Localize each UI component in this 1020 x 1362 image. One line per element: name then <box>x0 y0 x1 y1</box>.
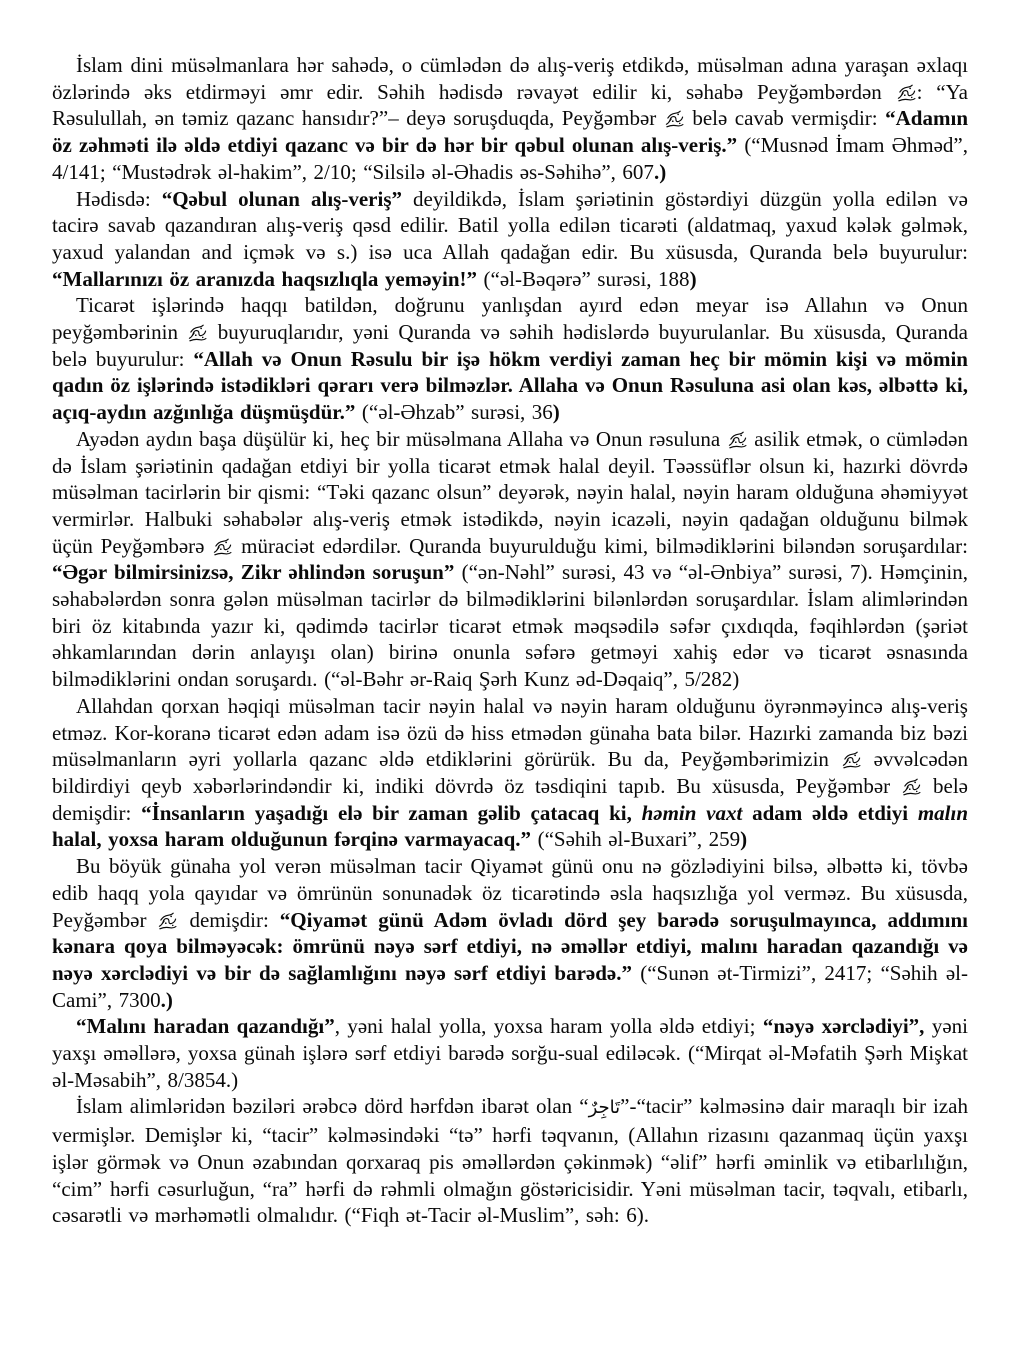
text-run: əvvəlcədən bildirdiyi qeyb xəbərlərindəndir ki, indiki dövrdə öz təsdiqini tapıb. Bu xüsusda, Peyğəmbər <box>52 747 969 798</box>
paragraph <box>52 52 968 186</box>
text-run: , yəni halal yolla, yoxsa haram yolla əldə etdiyi; <box>334 1014 763 1039</box>
text-run: İslam alimləridən bəziləri ərəbcə dörd hərfdən ibarət olan “ <box>76 1094 589 1119</box>
text-run: Ayədən aydın başa düşülür ki, heç bir müsəlmana Allaha və Onun rəsuluna <box>76 426 727 451</box>
text-run: Hədisdə: <box>76 186 162 211</box>
paragraph <box>52 693 968 853</box>
text-run: adam əldə etdiyi <box>742 800 918 825</box>
text-run: .) <box>160 987 173 1012</box>
paragraph <box>52 1013 968 1093</box>
paragraph <box>52 426 968 693</box>
paragraph <box>52 292 968 426</box>
text-run: : “Ya Rəsulullah, ən təmiz qazanc hansıdır?”– deyə soruşduqda, Peyğəmbər <box>52 79 968 131</box>
text-run: “Malını haradan qazandığı” <box>76 1014 335 1039</box>
text-run: ) <box>552 400 560 425</box>
text-run: malın <box>917 800 968 825</box>
text-run: “Mallarınızı öz aranızda haqsızlıqla yeməyin!” <box>52 266 478 291</box>
text-run: Bu böyük günaha yol verən müsəlman tacir Qiyamət günü onu nə gözlədiyini bilsə, əlbəttə ki, tövbə edib haqq yola qayıdar və ömrünün sonunadək öz ticarətində əsla haqsızlığa yol verməz. Bu xüsusda, Peyğəmbər <box>52 854 968 932</box>
text-run: ) <box>689 266 697 291</box>
text-run: “Qəbul olunan alış-veriş” <box>161 186 402 211</box>
text-run: “İnsanların yaşadığı elə bir zaman gəlib çatacaq ki, <box>141 800 642 825</box>
pbuh-symbol-icon <box>896 83 917 103</box>
text-run: Allahdan qorxan həqiqi müsəlman tacir nəyin halal və nəyin haram olduğunu öyrənməyincə alış-veriş etməz. Kor-koranə ticarət edən adam isə özü də hiss etmədən günaha bata bilər. Hazırki zamanda biz bəzi müsəlmanların əyri yollarla qazanc əldə etdiklərini görürük. Bu da, Peyğəmbərimizin <box>52 693 968 772</box>
paragraph <box>52 853 968 1013</box>
text-run: deyildikdə, İslam şəriətinin göstərdiyi düzgün yolla edilən və tacirə savab qazandıran alış-veriş qəsd edilir. Batil yolla edilən ticarəti (aldatmaq, yaxud kələk gəlmək, yaxud yalandan and içmək və s.) isə uca Allah qadağan edir. Bu xüsusda, Quranda belə buyurulur: <box>52 186 968 264</box>
text-run: “Allah və Onun Rəsulu bir işə hökm verdiyi zaman heç bir mömin kişi və mömin qadın öz işlərində istədikləri qərarı verə bilməzlər. Allaha və Onun Rəsuluna asi olan kəs, əlbəttə ki, açıq-aydın azğınlığa düşmüşdür.” <box>52 346 968 425</box>
text-run: buyuruqlarıdır, yəni Quranda və səhih hədislərdə buyurulanlar. Bu xüsusda, Quranda belə buyurulur: <box>52 320 968 371</box>
text-run: həmin vaxt <box>641 800 743 825</box>
pbuh-symbol-icon <box>841 750 862 770</box>
text-run: “Qiyamət günü Adəm övladı dörd şey barədə soruşulmayınca, addımını kənara qoya bilməyəcək: ömrünü nəyə sərf etdiyi, nə əməllər etdiyi, malını haradan qazandığı və nəyə xərclədiyi və bir də sağlamlığını nəyə sərf etdiyi barədə.” <box>52 907 969 985</box>
text-run: (“Musnəd İmam Əhməd”, 4/141; “Mustədrək əl-hakim”, 2/10; “Silsilə əl-Əhadis əs-Səhihə”, 607 <box>52 133 968 184</box>
text-run: ”-“tacir” kəlməsinə dair maraqlı bir izah vermişlər. Demişlər ki, “tacir” kəlməsindəki “tə” hərfi təqvanın, (Allahın rizasını qazanmaq üçün yaxşı işlər görmək və Onun əzabından qorxaraq pis əməllərdən çəkinmək) “əlif” hərfi əminlik və etibarlılığın, “cim” hərfi cəsurluğun, “ra” hərfi də rəhmli olmağın göstəricisidir. Yəni müsəlman tacir, təqvalı, etibarlı, cəsarətli və mərhəmətli olmalıdır. (“Fiqh ət-Tacir əl-Muslim”, səh: 6). <box>52 1094 969 1228</box>
text-run: “Əgər bilmirsinizsə, Zikr əhlindən soruşun” <box>52 560 455 585</box>
paragraph <box>52 1093 968 1229</box>
pbuh-symbol-icon <box>664 109 685 129</box>
text-run: asilik etmək, o cümlədən də İslam şəriətinin qadağan etdiyi bir yolla ticarət etmək halal deyil. Təəssüflər olsun ki, hazırki dövrdə müsəlman tacirlərin bir qismi: “Təki qazanc olsun” deyərək, nəyin halal, nəyin haram olduğuna əhəmiyyət vermirlər. Halbuki səhabələr alış-veriş etmək istədikdə, nəyin icazəli, nəyin qadağan olduğunu bilmək üçün Peyğəmbərə <box>52 426 969 558</box>
text-run: “nəyə xərclədiyi”, <box>762 1014 925 1039</box>
text-run: (“Səhih əl-Buxari”, 259 <box>531 827 741 852</box>
pbuh-symbol-icon <box>901 777 922 797</box>
text-run: yəni yaxşı əməllərə, yoxsa günah işlərə sərf etdiyi barədə sorğu-sual ediləcək. (“Mirqat əl-Məfatih Şərh Mişkat əl-Məsabih”, 8/3854.) <box>52 1014 968 1092</box>
text-run: تَاجِرٌ <box>588 1097 621 1119</box>
pbuh-symbol-icon <box>157 911 178 931</box>
text-run: “Adamın öz zəhməti ilə əldə etdiyi qazanc və bir də hər bir qəbul olunan alış-veriş.” <box>52 106 968 158</box>
pbuh-symbol-icon <box>727 430 748 450</box>
text-run: (“ən-Nəhl” surəsi, 43 və “əl-Ənbiya” surəsi, 7). Həmçinin, səhabələrdən sonra gələn müsəlman tacirlər də bilmədiklərini bilənlərdən soruşardılar. İslam alimlərindən biri öz kitabında yazır ki, qədimdə tacirlər ticarət etmək məqsədilə səfər çıxdıqda, fəqihlərdən (şəriət əhkamlarından dərin anlayışı olan) birinə onunla səfərə getməyi xahiş edər və ticarət əsnasında bilmədiklərini ondan soruşardı. (“əl-Bəhr ər-Raiq Şərh Kunz əd-Dəqaiq”, 5/282) <box>52 560 968 692</box>
text-run: .) <box>653 159 667 184</box>
text-run: demişdir: <box>178 907 280 932</box>
text-run: Ticarət işlərində haqqı batildən, doğrunu yanlışdan ayırd edən meyar isə Allahın və Onun peyğəmbərinin <box>52 293 968 345</box>
text-run: halal, yoxsa haram olduğunun fərqinə varmayacaq.” <box>52 827 532 852</box>
pbuh-symbol-icon <box>212 537 233 557</box>
text-run: ) <box>740 827 748 852</box>
text-run: müraciət edərdilər. Quranda buyurulduğu kimi, bilmədiklərini biləndən soruşardılar: <box>233 533 968 558</box>
paragraph <box>52 186 968 293</box>
pbuh-symbol-icon <box>187 323 208 343</box>
text-run: İslam dini müsəlmanlara hər sahədə, o cümlədən də alış-veriş etdikdə, müsəlman adına yaraşan əxlaqı özlərində əks etdirməyi əmr edir. Səhih hədisdə rəvayət edilir ki, səhabə Peyğəmbərdən <box>52 53 968 104</box>
text-run: belə cavab vermişdir: <box>684 106 886 131</box>
text-run: (“Sunən ət-Tirmizi”, 2417; “Səhih əl-Cami”, 7300 <box>52 960 968 1012</box>
text-run: belə demişdir: <box>52 773 968 825</box>
text-run: (“əl-Bəqərə” surəsi, 188 <box>477 266 690 291</box>
text-run: (“əl-Əhzab” surəsi, 36 <box>355 400 553 425</box>
